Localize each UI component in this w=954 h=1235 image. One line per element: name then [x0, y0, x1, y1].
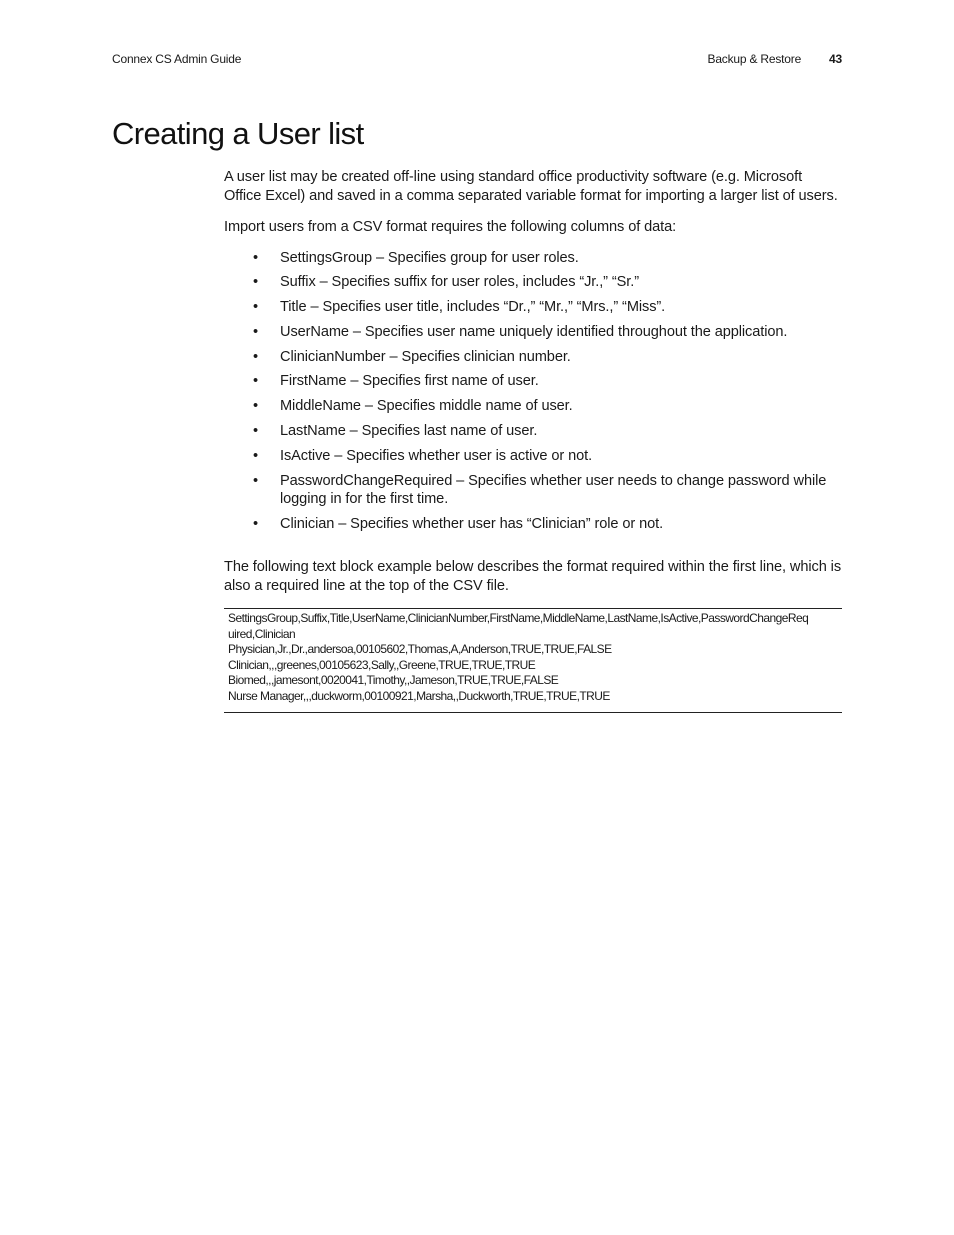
list-item: • ClinicianNumber – Specifies clinician number. [224, 348, 842, 367]
csv-line: Clinician,,,greenes,00105623,Sally,,Greene,TRUE,TRUE,TRUE [228, 657, 536, 672]
header-right [708, 52, 842, 66]
list-item: • LastName – Specifies last name of user. [224, 422, 842, 441]
following-paragraph: The following text block example below describes the format required within the first line, which is also a required line at the top of the CSV file. [224, 559, 842, 594]
main-content [224, 168, 842, 713]
list-item: • MiddleName – Specifies middle name of user. [224, 397, 842, 416]
list-item: • FirstName – Specifies first name of user. [224, 372, 842, 391]
page-header [112, 52, 842, 70]
page-title: Creating a User list [112, 116, 364, 151]
csv-line: Physician,Jr.,Dr.,andersoa,00105602,Thomas,A,Anderson,TRUE,TRUE,FALSE [228, 642, 612, 657]
list-item: • UserName – Specifies user name uniquely identified throughout the application. [224, 323, 842, 342]
list-item: • IsActive – Specifies whether user is active or not. [224, 447, 842, 466]
list-item: • Suffix – Specifies suffix for user roles, includes “Jr.,” “Sr.” [224, 273, 842, 292]
csv-line: Biomed,,,jamesont,0020041,Timothy,,Jameson,TRUE,TRUE,FALSE [228, 673, 559, 688]
csv-line: Nurse Manager,,,duckworm,00100921,Marsha,,Duckworth,TRUE,TRUE,TRUE [228, 688, 610, 703]
csv-line: uired,Clinician [228, 626, 296, 641]
list-item: • Title – Specifies user title, includes “Dr.,” “Mr.,” “Mrs.,” “Miss”. [224, 298, 842, 317]
csv-example-block [224, 608, 842, 713]
csv-line: SettingsGroup,Suffix,Title,UserName,ClinicianNumber,FirstName,MiddleName,LastName,IsActive,PasswordChangeReq [228, 611, 809, 626]
list-item: • SettingsGroup – Specifies group for user roles. [224, 249, 842, 268]
list-item: • Clinician – Specifies whether user has “Clinician” role or not. [224, 515, 842, 534]
list-item: • PasswordChangeRequired – Specifies whether user needs to change password while logging in for the first time. [224, 472, 842, 509]
document-title: Connex CS Admin Guide [112, 52, 242, 66]
import-paragraph: Import users from a CSV format requires the following columns of data: [224, 219, 677, 235]
section-name: Backup & Restore [707, 52, 802, 66]
page-number: 43 [829, 52, 842, 66]
column-list [224, 249, 842, 534]
intro-paragraph: A user list may be created off-line using standard office productivity software (e.g. Microsoft Office Excel) and saved in a comma separated variable format for importing a larger list of users. [224, 169, 838, 204]
